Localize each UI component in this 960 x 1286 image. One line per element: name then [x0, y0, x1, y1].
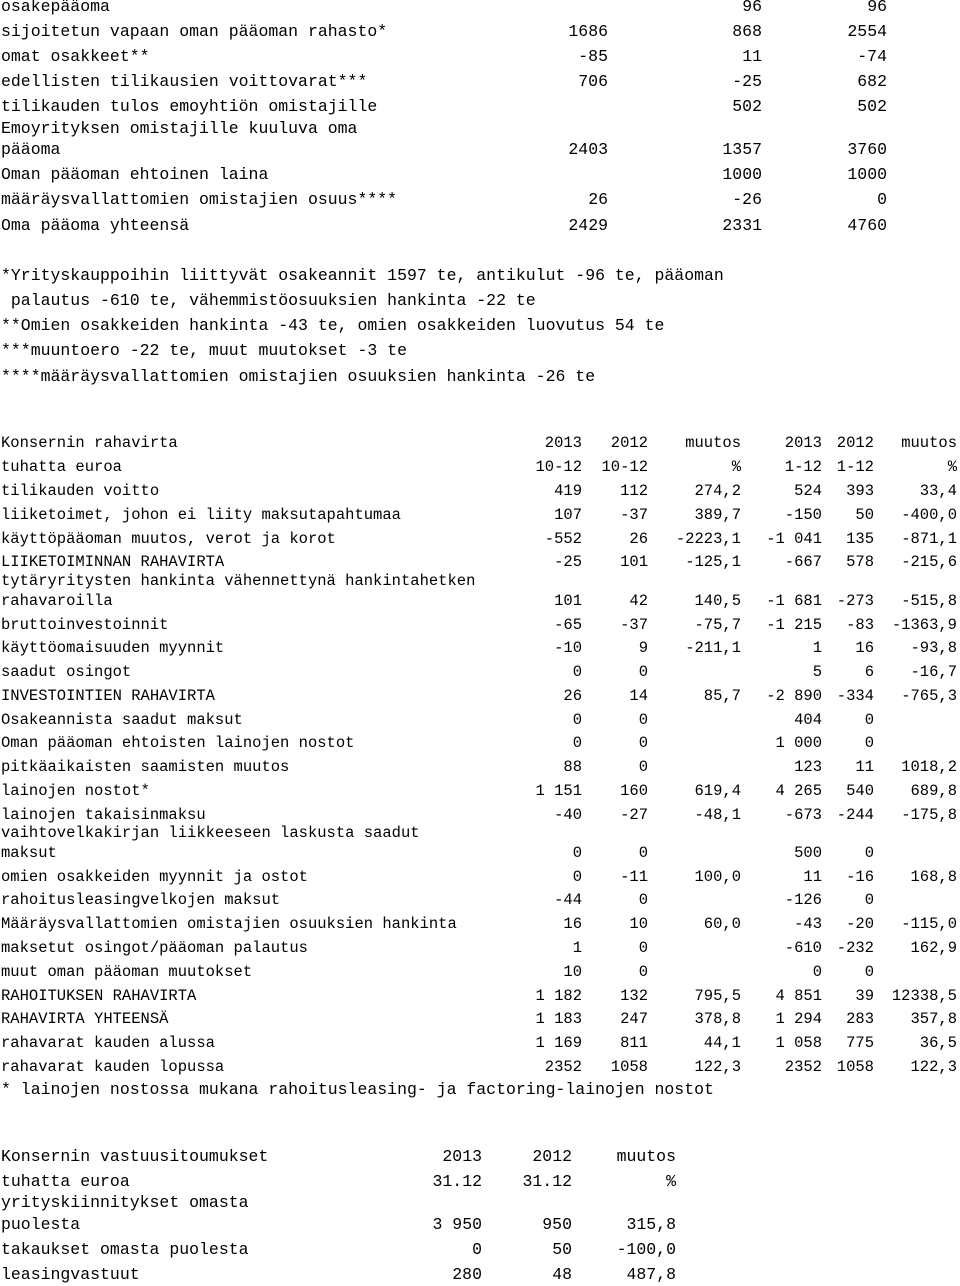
table-row [0, 1056, 960, 1078]
table-row [0, 71, 960, 93]
cell-value: 100,0 [694, 868, 741, 886]
table-row [0, 1008, 960, 1030]
cell-value: -16 [846, 868, 874, 886]
column-header: 2012 [836, 434, 874, 452]
cell-value: -75,7 [694, 616, 741, 634]
cell-value: 1058 [610, 1058, 648, 1076]
table-row [0, 1214, 960, 1236]
table-title: Konsernin vastuusitoumukset [1, 1147, 269, 1166]
cell-value: 2352 [784, 1058, 822, 1076]
table-row [0, 780, 960, 802]
table-row [0, 164, 960, 186]
footnote: palautus -610 te, vähemmistöosuuksien hankinta -22 te [1, 291, 536, 310]
cell-value: 0 [572, 734, 582, 752]
row-label: LIIKETOIMINNAN RAHAVIRTA [1, 553, 225, 571]
cell-value: 378,8 [694, 1010, 741, 1028]
row-label: tuhatta euroa [1, 458, 122, 476]
column-header: muutos [616, 1147, 676, 1166]
table-row [0, 189, 960, 211]
cell-value: 122,3 [694, 1058, 741, 1076]
cell-value: 2403 [568, 140, 608, 159]
cell-value: 0 [572, 663, 582, 681]
cell-value: -125,1 [685, 553, 741, 571]
cell-value: 162,9 [910, 939, 957, 957]
cell-value: -871,1 [901, 530, 957, 548]
cell-value: 140,5 [694, 592, 741, 610]
cell-value: 1 [812, 639, 822, 657]
cell-value: 247 [620, 1010, 648, 1028]
cell-value: -232 [836, 939, 874, 957]
cell-value: -10 [554, 639, 582, 657]
column-header: 2013 [442, 1147, 482, 1166]
cell-value: -211,1 [685, 639, 741, 657]
cell-value: 950 [542, 1215, 572, 1234]
column-header: muutos [901, 434, 957, 452]
cell-value: 85,7 [703, 687, 741, 705]
cell-value: 101 [620, 553, 648, 571]
cell-value: 107 [554, 506, 582, 524]
cell-value: 357,8 [910, 1010, 957, 1028]
cell-value: -83 [846, 616, 874, 634]
row-label: rahavarat kauden lopussa [1, 1058, 225, 1076]
cell-value: 682 [857, 72, 887, 91]
row-label: käyttöomaisuuden myynnit [1, 639, 225, 657]
cell-value: -65 [554, 616, 582, 634]
cell-value: 3 950 [432, 1215, 482, 1234]
cell-value: 4760 [847, 216, 887, 235]
cell-value: -37 [620, 616, 648, 634]
cell-value: 1 169 [535, 1034, 582, 1052]
cell-value: -25 [732, 72, 762, 91]
cell-value: 112 [620, 482, 648, 500]
cell-value: 10 [563, 963, 582, 981]
cell-value: 280 [452, 1265, 482, 1284]
cell-value: -74 [857, 47, 887, 66]
cell-value: 12338,5 [891, 987, 957, 1005]
cell-value: 0 [812, 963, 822, 981]
table-row [0, 1032, 960, 1054]
table-row [0, 732, 960, 754]
cell-value: 0 [864, 891, 874, 909]
column-header: 2012 [610, 434, 648, 452]
cell-value: 123 [794, 758, 822, 776]
column-header: 2013 [544, 434, 582, 452]
cell-value: 0 [877, 190, 887, 209]
table-row [0, 46, 960, 68]
row-label: käyttöpääoman muutos, verot ja korot [1, 530, 336, 548]
cell-value: % [731, 458, 741, 476]
cell-value: 26 [588, 190, 608, 209]
table-row [0, 1264, 960, 1286]
cell-value: 1 058 [775, 1034, 822, 1052]
cell-value: -115,0 [901, 915, 957, 933]
cell-value: 3760 [847, 140, 887, 159]
cell-value: -1 681 [766, 592, 822, 610]
row-label-continued: puolesta [1, 1215, 81, 1234]
row-label: edellisten tilikausien voittovarat*** [1, 72, 368, 91]
table-row [0, 961, 960, 983]
row-label: Emoyrityksen omistajille kuuluva oma [1, 119, 358, 138]
cell-value: -552 [544, 530, 582, 548]
cell-value: -27 [620, 806, 648, 824]
cell-value: 122,3 [910, 1058, 957, 1076]
table-row [0, 456, 960, 478]
row-label: Määräysvallattomien omistajien osuuksien hankinta [1, 915, 457, 933]
cell-value: 0 [638, 963, 648, 981]
cell-value: -215,6 [901, 553, 957, 571]
table-row [0, 21, 960, 43]
cell-value: 10 [629, 915, 648, 933]
cell-value: 1 000 [775, 734, 822, 752]
cell-value: -16,7 [910, 663, 957, 681]
cell-value: 0 [864, 711, 874, 729]
cell-value: 96 [742, 0, 762, 16]
table-row [0, 139, 960, 161]
column-header: muutos [685, 434, 741, 452]
cell-value: 1058 [836, 1058, 874, 1076]
cell-value: -150 [784, 506, 822, 524]
cell-value: 1 [572, 939, 582, 957]
table-row [0, 1239, 960, 1261]
table-row [0, 528, 960, 550]
row-label: määräysvallattomien omistajien osuus**** [1, 190, 398, 209]
row-label: leasingvastuut [1, 1265, 140, 1284]
cell-value: 26 [563, 687, 582, 705]
cell-value: 419 [554, 482, 582, 500]
row-label: saadut osingot [1, 663, 132, 681]
cell-value: -2223,1 [675, 530, 741, 548]
cell-value: -44 [554, 891, 582, 909]
cell-value: -244 [836, 806, 874, 824]
row-label-continued: maksut [1, 844, 57, 862]
row-label: takaukset omasta puolesta [1, 1240, 249, 1259]
cell-value: 487,8 [626, 1265, 676, 1284]
footnote: *Yrityskauppoihin liittyvät osakeannit 1597 te, antikulut -96 te, pääoman [1, 266, 724, 285]
cell-value: -273 [836, 592, 874, 610]
cell-value: 1 182 [535, 987, 582, 1005]
row-label: rahoitusleasingvelkojen maksut [1, 891, 281, 909]
cell-value: 1686 [568, 22, 608, 41]
cell-value: -85 [578, 47, 608, 66]
cell-value: 500 [794, 844, 822, 862]
table-header [0, 1146, 960, 1168]
cell-value: -334 [836, 687, 874, 705]
table-row [0, 756, 960, 778]
table-row [0, 661, 960, 683]
row-label: vaihtovelkakirjan liikkeeseen laskusta saadut [1, 824, 420, 842]
cell-value: 44,1 [703, 1034, 741, 1052]
cell-value: % [947, 458, 957, 476]
row-label: Osakeannista saadut maksut [1, 711, 243, 729]
cell-value: 1 183 [535, 1010, 582, 1028]
row-label: osakepääoma [1, 0, 110, 16]
cell-value: 274,2 [694, 482, 741, 500]
cell-value: 1 151 [535, 782, 582, 800]
table-row [0, 504, 960, 526]
table-header [0, 432, 960, 454]
cell-value: 706 [578, 72, 608, 91]
cell-value: 14 [629, 687, 648, 705]
cell-value: 48 [552, 1265, 572, 1284]
cell-value: 0 [638, 758, 648, 776]
row-label: tuhatta euroa [1, 1172, 130, 1191]
table-row [0, 215, 960, 237]
table-row [0, 913, 960, 935]
table-row [0, 0, 960, 18]
cell-value: 36,5 [919, 1034, 957, 1052]
row-label: INVESTOINTIEN RAHAVIRTA [1, 687, 215, 705]
table-row [0, 685, 960, 707]
table-row [0, 1192, 960, 1214]
cell-value: 0 [572, 844, 582, 862]
cell-value: 9 [638, 639, 648, 657]
cell-value: 160 [620, 782, 648, 800]
cell-value: 2429 [568, 216, 608, 235]
cell-value: 1357 [722, 140, 762, 159]
cell-value: -515,8 [901, 592, 957, 610]
row-label: liiketoimet, johon ei liity maksutapahtumaa [1, 506, 401, 524]
cell-value: -11 [620, 868, 648, 886]
cell-value: 50 [552, 1240, 572, 1259]
row-label: tilikauden voitto [1, 482, 160, 500]
cell-value: 16 [563, 915, 582, 933]
cell-value: 33,4 [919, 482, 957, 500]
row-label: RAHAVIRTA YHTEENSÄ [1, 1010, 169, 1028]
column-header: 2012 [532, 1147, 572, 1166]
cell-value: -126 [784, 891, 822, 909]
cell-value: 0 [864, 963, 874, 981]
row-label: lainojen takaisinmaksu [1, 806, 206, 824]
cell-value: -1 041 [766, 530, 822, 548]
cell-value: 168,8 [910, 868, 957, 886]
cell-value: 4 851 [775, 987, 822, 1005]
row-label: omat osakkeet** [1, 47, 150, 66]
cell-value: -37 [620, 506, 648, 524]
cell-value: -26 [732, 190, 762, 209]
cell-value: -48,1 [694, 806, 741, 824]
cell-value: 540 [846, 782, 874, 800]
cell-value: 50 [855, 506, 874, 524]
cell-value: 10-12 [601, 458, 648, 476]
table-row [0, 889, 960, 911]
cell-value: 0 [638, 844, 648, 862]
cell-value: 0 [572, 868, 582, 886]
cell-value: 26 [629, 530, 648, 548]
cell-value: 132 [620, 987, 648, 1005]
table-row [0, 1171, 960, 1193]
row-label: rahavarat kauden alussa [1, 1034, 215, 1052]
cell-value: 96 [867, 0, 887, 16]
column-header: 2013 [784, 434, 822, 452]
cell-value: 1 294 [775, 1010, 822, 1028]
cell-value: 31.12 [432, 1172, 482, 1191]
cell-value: 0 [638, 939, 648, 957]
cell-value: 689,8 [910, 782, 957, 800]
cell-value: -20 [846, 915, 874, 933]
cell-value: -765,3 [901, 687, 957, 705]
cell-value: 315,8 [626, 1215, 676, 1234]
cell-value: 11 [855, 758, 874, 776]
cell-value: 1000 [722, 165, 762, 184]
cell-value: 2352 [544, 1058, 582, 1076]
table-row [0, 572, 960, 612]
table-row [0, 937, 960, 959]
cell-value: -1 215 [766, 616, 822, 634]
cell-value: 0 [472, 1240, 482, 1259]
row-label: pitkäaikaisten saamisten muutos [1, 758, 290, 776]
cell-value: 101 [554, 592, 582, 610]
cell-value: -100,0 [616, 1240, 676, 1259]
cell-value: 1000 [847, 165, 887, 184]
cell-value: 10-12 [535, 458, 582, 476]
cell-value: 60,0 [703, 915, 741, 933]
cell-value: 619,4 [694, 782, 741, 800]
row-label: Oman pääoman ehtoinen laina [1, 165, 269, 184]
row-label: muut oman pääoman muutokset [1, 963, 253, 981]
cell-value: 0 [638, 891, 648, 909]
cell-value: 0 [864, 844, 874, 862]
cell-value: 389,7 [694, 506, 741, 524]
cell-value: 578 [846, 553, 874, 571]
cell-value: 31.12 [522, 1172, 572, 1191]
cell-value: -43 [794, 915, 822, 933]
row-label: RAHOITUKSEN RAHAVIRTA [1, 987, 197, 1005]
table-row [0, 985, 960, 1007]
cell-value: 16 [855, 639, 874, 657]
cell-value: 2554 [847, 22, 887, 41]
footnote: **Omien osakkeiden hankinta -43 te, omien osakkeiden luovutus 54 te [1, 316, 665, 335]
table-row [0, 824, 960, 864]
cell-value: -93,8 [910, 639, 957, 657]
table-row [0, 480, 960, 502]
row-label: maksetut osingot/pääoman palautus [1, 939, 308, 957]
cell-value: 6 [864, 663, 874, 681]
footnote: ***muuntoero -22 te, muut muutokset -3 te [1, 341, 407, 360]
cell-value: -1363,9 [891, 616, 957, 634]
row-label: omien osakkeiden myynnit ja ostot [1, 868, 308, 886]
cell-value: 1018,2 [901, 758, 957, 776]
cell-value: 42 [629, 592, 648, 610]
cell-value: 393 [846, 482, 874, 500]
cell-value: -673 [784, 806, 822, 824]
cell-value: -667 [784, 553, 822, 571]
cell-value: -175,8 [901, 806, 957, 824]
row-label: tilikauden tulos emoyhtiön omistajille [1, 97, 378, 116]
cell-value: 11 [803, 868, 822, 886]
cell-value: 0 [638, 663, 648, 681]
table-row [0, 866, 960, 888]
cell-value: 11 [742, 47, 762, 66]
cell-value: 775 [846, 1034, 874, 1052]
cell-value: 868 [732, 22, 762, 41]
table-row [0, 96, 960, 118]
cell-value: 283 [846, 1010, 874, 1028]
cell-value: -610 [784, 939, 822, 957]
table-row [0, 118, 960, 140]
cell-value: 404 [794, 711, 822, 729]
cell-value: 0 [638, 734, 648, 752]
cell-value: 524 [794, 482, 822, 500]
footnote: ****määräysvallattomien omistajien osuuksien hankinta -26 te [1, 367, 596, 386]
cell-value: 1-12 [836, 458, 874, 476]
cell-value: 2331 [722, 216, 762, 235]
cell-value: -2 890 [766, 687, 822, 705]
table-title: Konsernin rahavirta [1, 434, 178, 452]
cell-value: 39 [855, 987, 874, 1005]
cell-value: % [666, 1172, 676, 1191]
row-label: Oma pääoma yhteensä [1, 216, 190, 235]
cell-value: 0 [572, 711, 582, 729]
cell-value: 1-12 [784, 458, 822, 476]
cell-value: -40 [554, 806, 582, 824]
cell-value: 502 [857, 97, 887, 116]
cell-value: -400,0 [901, 506, 957, 524]
row-label-continued: rahavaroilla [1, 592, 113, 610]
row-label-continued: pääoma [1, 140, 61, 159]
cell-value: -25 [554, 553, 582, 571]
cell-value: 811 [620, 1034, 648, 1052]
table-row [0, 614, 960, 636]
cell-value: 5 [812, 663, 822, 681]
cell-value: 0 [864, 734, 874, 752]
cell-value: 0 [638, 711, 648, 729]
row-label: Oman pääoman ehtoisten lainojen nostot [1, 734, 355, 752]
row-label: sijoitetun vapaan oman pääoman rahasto* [1, 22, 388, 41]
row-label: bruttoinvestoinnit [1, 616, 169, 634]
row-label: yrityskiinnitykset omasta [1, 1193, 249, 1212]
table-row [0, 709, 960, 731]
row-label: tytäryritysten hankinta vähennettynä hankintahetken [1, 572, 476, 590]
row-label: lainojen nostot* [1, 782, 150, 800]
table-row [0, 637, 960, 659]
footnote: * lainojen nostossa mukana rahoitusleasing- ja factoring-lainojen nostot [1, 1080, 714, 1099]
cell-value: 4 265 [775, 782, 822, 800]
cell-value: 502 [732, 97, 762, 116]
cell-value: 795,5 [694, 987, 741, 1005]
cell-value: 135 [846, 530, 874, 548]
cell-value: 88 [563, 758, 582, 776]
